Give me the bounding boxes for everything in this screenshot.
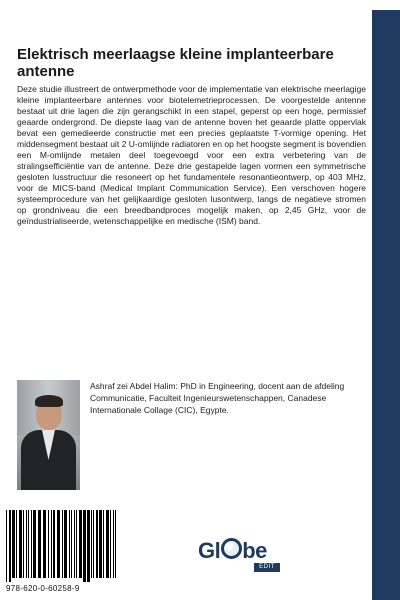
barcode-bar — [76, 510, 77, 578]
barcode-bar — [12, 510, 15, 578]
barcode-bar — [19, 510, 22, 578]
barcode-bar — [38, 510, 41, 578]
barcode-bar — [79, 510, 82, 578]
author-bio: Ashraf zei Abdel Halim: PhD in Engineering, docent aan de afdeling Communicatie, Faculteit Ingenieurswetenschappen, Canadese Internationale Collage (CIC), Egypte. — [90, 381, 345, 415]
barcode-bar — [62, 510, 63, 578]
barcode-bar — [23, 510, 24, 578]
publisher-logo — [198, 538, 282, 572]
barcode-bar — [93, 510, 94, 578]
globe-icon — [221, 538, 242, 559]
barcode-bar — [64, 510, 67, 578]
barcode-bar — [48, 510, 49, 578]
barcode-bar — [9, 510, 11, 582]
barcode-bar — [69, 510, 70, 578]
logo-text-post: be — [242, 538, 267, 563]
barcode-bar — [96, 510, 98, 578]
book-title: Elektrisch meerlaagse kleine implanteerbare antenne — [17, 46, 334, 80]
barcode-bar — [91, 510, 92, 578]
book-spine — [372, 10, 400, 600]
barcode-bar — [110, 510, 111, 578]
barcode-bar — [6, 510, 7, 582]
barcode-bar — [87, 510, 90, 582]
barcode-bar — [31, 510, 32, 578]
barcode-bar — [57, 510, 60, 578]
isbn-number: 978-620-0-60258-9 — [6, 584, 80, 593]
publisher-logo-badge: EDIT — [254, 563, 280, 572]
barcode-bar — [115, 510, 116, 578]
logo-text-pre: Gl — [198, 538, 221, 563]
barcode-bar — [74, 510, 75, 578]
barcode-bar — [53, 510, 55, 578]
publisher-logo-wordmark — [198, 538, 267, 564]
barcode-bar — [26, 510, 27, 578]
barcode-bar — [113, 510, 114, 578]
barcode-graphic — [2, 510, 120, 582]
barcode-bar — [16, 510, 17, 578]
author-photo — [17, 380, 80, 490]
barcode-bar — [43, 510, 46, 578]
barcode-icon — [2, 510, 120, 582]
barcode-bar — [51, 510, 52, 578]
barcode-bar — [83, 510, 86, 582]
barcode-bar — [28, 510, 29, 578]
barcode-bar — [106, 510, 109, 578]
photo-hair — [35, 395, 63, 407]
barcode-bar — [103, 510, 104, 578]
barcode-bar — [99, 510, 102, 578]
barcode-bar — [33, 510, 36, 578]
book-abstract: Deze studie illustreert de ontwerpmethode voor de implementatie van elektrische meerlagige kleine implanteerbare antennes voor biotelemetrieprocessen. De voorgestelde antenne bestaat uit drie lagen die zijn gerangschikt in een stapel, geperst op een hoge, permissief geaarde ondergrond. De diepste laag van de antenne boven het geaarde platte oppervlak bevat een gemedieerde constructie met een precies geplaatste T-vormige opening. Het middensegment bestaat uit 2 U-omlijnde radiatoren en op het hoogste segment is bovendien een M-omlijnde metalen deel toegevoegd voor een extra verbetering van de stralingsefficiëntie van de antenne. Deze drie gestapelde lagen vormen een symmetrische gesloten lusstructuur die resoneert op het fundamentele resonantieontwerp, op 403 MHz, voor de MICS-band (Medical Implant Communication Service). Een verschoven hogere systeemprocedure van het gelijkaardige gesloten lusontwerp, langs de negatieve stromen op grondniveau die een breedbandproces mogelijk maken, op 2,45 GHz, voor de geïndustrialiseerde, wetenschappelijke en medische (ISM) band. — [17, 84, 366, 226]
barcode-bar — [71, 510, 72, 578]
